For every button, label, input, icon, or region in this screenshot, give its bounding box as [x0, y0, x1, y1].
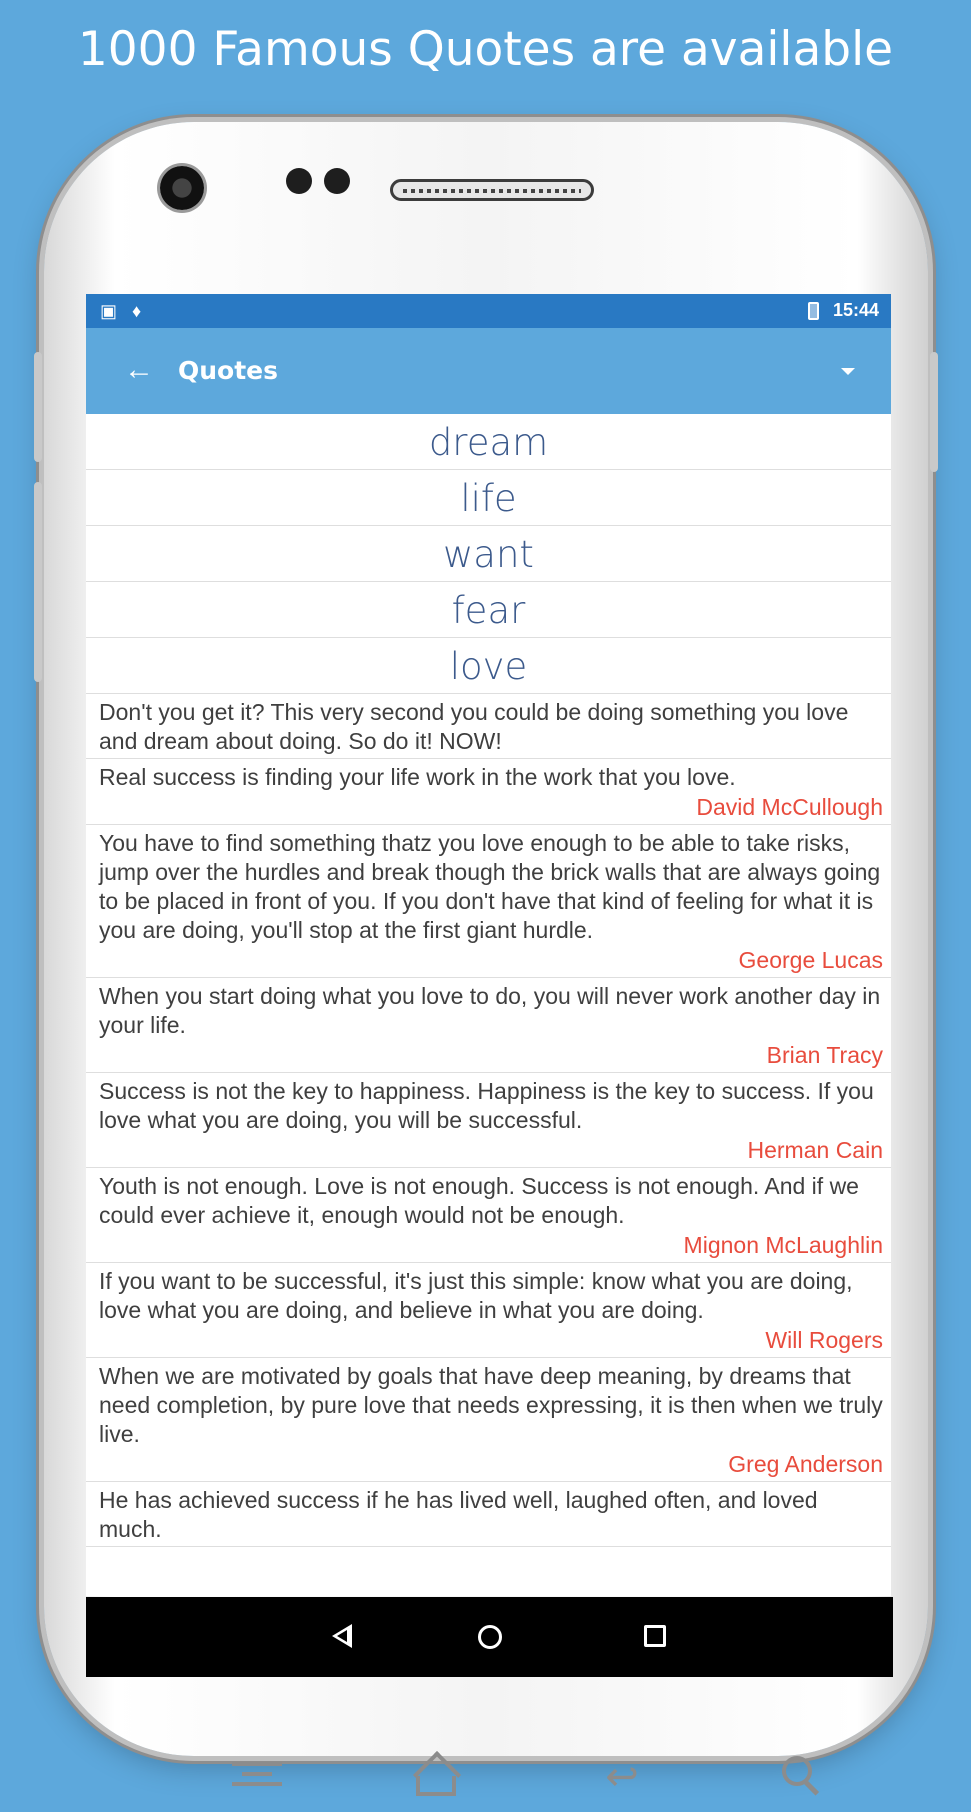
light-sensor [324, 168, 350, 194]
tag-item[interactable]: life [86, 470, 891, 526]
status-bar [86, 294, 891, 328]
android-debug-icon: ♦ [132, 301, 142, 321]
system-nav-bar [86, 1597, 893, 1677]
quote-item[interactable] [86, 759, 891, 825]
tag-item[interactable]: fear [86, 582, 891, 638]
quote-author: Greg Anderson [728, 1451, 883, 1477]
quote-item[interactable] [86, 1263, 891, 1358]
tag-item[interactable]: love [86, 638, 891, 694]
status-time: 15:44 [832, 300, 879, 320]
hardware-home-icon[interactable] [406, 1752, 476, 1802]
page-title: Quotes [178, 356, 279, 385]
front-camera [160, 166, 204, 210]
quote-author: Herman Cain [747, 1137, 883, 1163]
hardware-back-icon[interactable]: ↩ [605, 1755, 639, 1799]
nav-home-icon[interactable] [450, 1597, 530, 1677]
notification-icon: ▣ [100, 301, 118, 321]
quote-text: You have to find something thatz you love enough to be able to take risks, jump over the hurdles and break though the brick walls that are always going to be placed in front of you. If you don't have that kind of feeling for what it is you are doing, you'll stop at the first giant hurdle. [99, 830, 881, 943]
quote-text: Don't you get it? This very second you could be doing something you love and dream about doing. So do it! NOW! [99, 699, 849, 754]
volume-button [34, 352, 42, 462]
quote-author: George Lucas [738, 947, 883, 973]
earpiece-speaker [390, 179, 594, 201]
power-button [930, 352, 938, 472]
arrow-left-icon[interactable]: ← [124, 353, 154, 386]
quote-item[interactable] [86, 694, 891, 759]
quote-text: Youth is not enough. Love is not enough. Success is not enough. And if we could ever achieve it, enough would not be enough. [99, 1173, 859, 1228]
promo-title: 1000 Famous Quotes are available [77, 22, 894, 77]
quote-item[interactable] [86, 978, 891, 1073]
quote-item[interactable] [86, 825, 891, 978]
quote-list[interactable] [86, 414, 891, 1547]
quote-text: If you want to be successful, it's just this simple: know what you are doing, love what you are doing, and believe in what you are doing. [99, 1268, 853, 1323]
quote-item[interactable] [86, 1482, 891, 1547]
quote-item[interactable] [86, 1358, 891, 1482]
dropdown-caret-icon[interactable] [841, 368, 855, 375]
quote-author: Will Rogers [765, 1327, 883, 1353]
quote-text: When we are motivated by goals that have deep meaning, by dreams that need completion, by pure love that needs expressing, it is then when we truly live. [99, 1363, 883, 1447]
quote-text: Success is not the key to happiness. Happiness is the key to success. If you love what you are doing, you will be successful. [99, 1078, 874, 1133]
quote-author: David McCullough [696, 794, 883, 820]
tag-item[interactable]: dream [86, 414, 891, 470]
quote-text: Real success is finding your life work in the work that you love. [99, 764, 736, 790]
quote-text: He has achieved success if he has lived well, laughed often, and loved much. [99, 1487, 818, 1542]
quote-item[interactable] [86, 1073, 891, 1168]
quote-author: Brian Tracy [766, 1042, 883, 1068]
phone-frame [44, 122, 928, 1799]
app-bar [86, 328, 891, 414]
proximity-sensor [286, 168, 312, 194]
phone-screen [86, 294, 891, 1596]
volume-button-lower [34, 482, 42, 682]
quote-text: When you start doing what you love to do, you will never work another day in your life. [99, 983, 881, 1038]
nav-back-icon[interactable] [304, 1597, 384, 1677]
hardware-menu-icon[interactable] [224, 1752, 294, 1802]
quote-item[interactable] [86, 1168, 891, 1263]
quote-author: Mignon McLaughlin [683, 1232, 883, 1258]
tag-item[interactable]: want [86, 526, 891, 582]
battery-charging-icon [808, 302, 819, 320]
hardware-search-icon[interactable] [774, 1752, 844, 1802]
nav-recents-icon[interactable] [616, 1597, 696, 1677]
